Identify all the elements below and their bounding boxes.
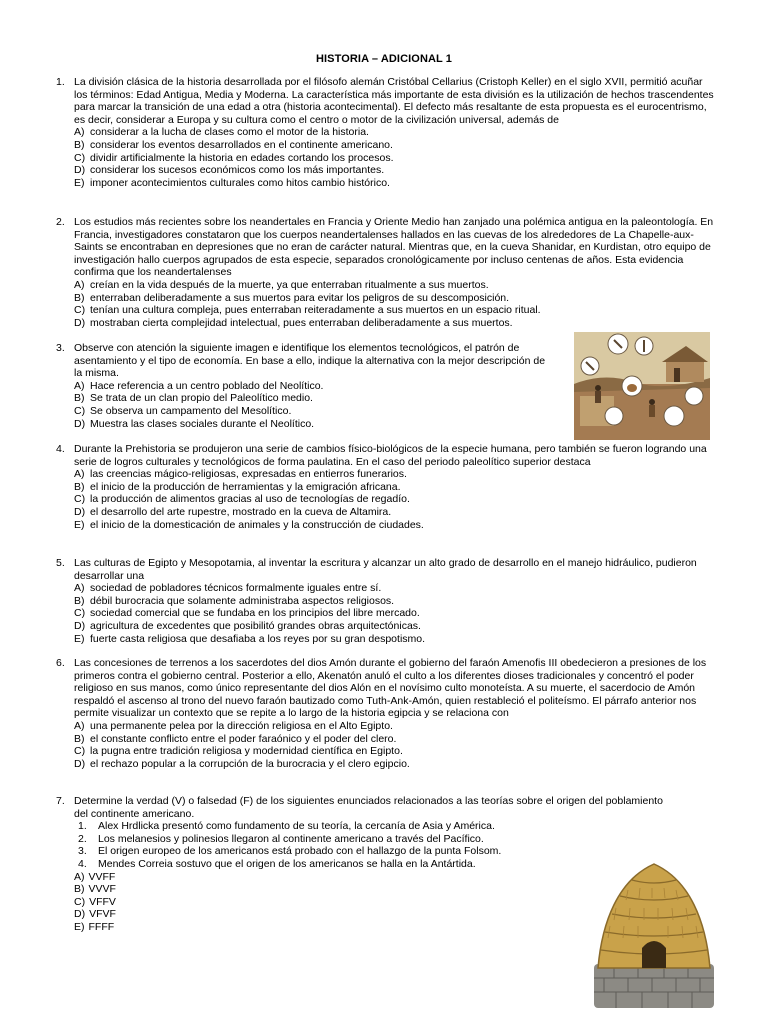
figure-head — [649, 399, 655, 405]
option-text: Se trata de un clan propio del Paleolítico medio. — [90, 392, 313, 405]
option-letter: D) — [74, 908, 86, 921]
question-7 — [56, 795, 676, 934]
statement-2 — [78, 833, 676, 846]
option-text: la producción de alimentos gracias al uso de tecnologías de regadío. — [90, 493, 410, 506]
option-letter: C) — [74, 304, 86, 317]
option-b — [74, 733, 714, 746]
question-2 — [56, 216, 714, 329]
option-a — [74, 871, 676, 884]
option-letter: A) — [74, 468, 85, 481]
question-3 — [56, 342, 556, 430]
option-d — [74, 758, 714, 771]
option-text: creían en la vida después de la muerte, ya que enterraban ritualmente a sus muertos. — [90, 278, 489, 291]
question-text: Determine la verdad (V) o falsedad (F) de los siguientes enunciados relacionados a las teorías sobre el origen del poblamiento del continente americano. — [74, 795, 663, 820]
hut-door — [674, 368, 680, 382]
question-number: 7. — [56, 795, 65, 807]
option-a — [74, 720, 714, 733]
option-letter: C) — [74, 404, 86, 417]
option-letter: D) — [74, 619, 86, 632]
option-letter: D) — [74, 505, 86, 518]
question-6 — [56, 657, 714, 770]
option-letter: B) — [74, 594, 85, 607]
option-letter: D) — [74, 417, 86, 430]
option-e — [74, 519, 714, 532]
option-letter: B) — [74, 883, 85, 896]
option-text: enterraban deliberadamente a sus muertos para evitar los peligros de su descomposición. — [90, 291, 510, 304]
option-text: el inicio de la producción de herramientas y la emigración africana. — [90, 480, 401, 493]
option-letter: B) — [74, 732, 85, 745]
question-number: 5. — [56, 557, 65, 569]
option-letter: C) — [74, 151, 86, 164]
figure-body — [595, 391, 601, 403]
option-letter: D) — [74, 316, 86, 329]
option-text: considerar los eventos desarrollados en el continente americano. — [90, 138, 393, 151]
option-d — [74, 506, 714, 519]
option-letter: D) — [74, 164, 86, 177]
option-b — [74, 292, 714, 305]
statement-text: Los melanesios y polinesios llegaron al continente americano a través del Pacífico. — [98, 832, 484, 845]
option-letter: E) — [74, 632, 85, 645]
option-d — [74, 164, 714, 177]
option-letter: B) — [74, 480, 85, 493]
option-text: la pugna entre tradición religiosa y modernidad científica en Egipto. — [90, 745, 403, 758]
statement-3 — [78, 845, 676, 858]
option-text: el rechazo popular a la corrupción de la burocracia y el clero egipcio. — [90, 757, 410, 770]
question-4 — [56, 443, 714, 531]
option-text: las creencias mágico-religiosas, expresadas en entierros funerarios. — [90, 468, 407, 481]
option-letter: A) — [74, 719, 85, 732]
option-list — [74, 380, 556, 430]
question-text: Las concesiones de terrenos a los sacerdotes del dios Amón durante el gobierno del faraón Amenofis III obedecieron a presiones de los primeros contra el gobierno central. Posterior a ello, Akenatón anuló el culto a los diferentes dioses tradicionales y concentró el poder religioso en sus manos, como único representante del dios Alón en el novísimo culto monoteísta. A su muerte, el sacerdocio de Amón respaldó el ascenso al trono del nuevo faraón bautizado como Tuth-Ank-Amón, quien restableció el politeísmo. El párrafo anterior nos permite visualizar un contexto que se repite a lo largo de la historia egipcia y se relaciona con — [74, 657, 707, 720]
option-letter: D) — [74, 757, 86, 770]
option-b — [74, 392, 556, 405]
option-letter: C) — [74, 493, 86, 506]
option-b — [74, 595, 714, 608]
option-c — [74, 493, 714, 506]
option-text: Hace referencia a un centro poblado del Neolítico. — [90, 379, 324, 392]
option-letter: A) — [74, 126, 85, 139]
straw-hut-illustration — [588, 860, 720, 1012]
option-d — [74, 418, 556, 431]
option-list — [74, 582, 714, 645]
option-a — [74, 468, 714, 481]
hut-wall — [666, 362, 704, 382]
hut-doorway — [642, 941, 666, 968]
tool-inset-5 — [685, 387, 703, 405]
statement-number: 2. — [78, 832, 87, 845]
option-text: una permanente pelea por la dirección religiosa en el Alto Egipto. — [90, 719, 393, 732]
option-d — [74, 620, 714, 633]
option-text: débil burocracia que solamente administraba aspectos religiosos. — [90, 594, 395, 607]
option-c — [74, 896, 676, 909]
question-number: 1. — [56, 76, 65, 88]
option-text: sociedad de pobladores técnicos formalmente iguales entre sí. — [90, 582, 382, 595]
option-letter: A) — [74, 379, 85, 392]
question-text: La división clásica de la historia desarrollada por el filósofo alemán Cristóbal Cellarius (Cristoph Keller) en el siglo XVII, permitió acuñar los términos: Edad Antigua, Media y Moderna. La característica más importante de esta división es la utilización de hechos trascendentes para marcar la transición de una edad a otra (historia acontecimental). El defecto más resaltante de esta propuesta es el eurocentrismo, es decir, considerar a Europa y su cultura como el centro o motor de la civilización universal, además de — [74, 76, 714, 126]
question-1 — [56, 76, 714, 189]
question-text: Durante la Prehistoria se produjeron una serie de cambios físico-biológicos de la especie humana, pero también se fueron logrando una serie de logros culturales y tecnológicos de forma paulatina. En el caso del periodo paleolítico superior destaca — [74, 443, 707, 468]
option-c — [74, 745, 714, 758]
option-list — [74, 279, 714, 329]
option-b — [74, 481, 714, 494]
option-letter: E) — [74, 176, 85, 189]
statement-number: 1. — [78, 820, 87, 833]
figure-head — [595, 385, 601, 391]
question-text: Observe con atención la siguiente imagen e identifique los elementos tecnológicos, el patrón de asentamiento y el tipo de economía. En base a ello, indique la alternativa con la mejor descripción de la misma. — [74, 342, 546, 380]
option-a — [74, 279, 714, 292]
option-letter: C) — [74, 745, 86, 758]
stone-base — [594, 964, 714, 1008]
neolithic-scene-illustration — [574, 332, 710, 440]
option-text: el constante conflicto entre el poder faraónico y el poder del clero. — [90, 732, 397, 745]
option-text: Se observa un campamento del Mesolítico. — [90, 404, 292, 417]
option-c — [74, 152, 714, 165]
option-e — [74, 633, 714, 646]
option-text: VFFV — [89, 895, 116, 908]
question-number: 3. — [56, 342, 65, 354]
option-text: sociedad comercial que se fundaba en los principios del libre mercado. — [90, 607, 420, 620]
option-d — [74, 908, 676, 921]
statement-text: El origen europeo de los americanos está probado con el hallazgo de la punta Folsom. — [98, 845, 502, 858]
option-text: considerar a la lucha de clases como el motor de la historia. — [90, 126, 369, 139]
option-list — [74, 720, 714, 770]
option-text: el inicio de la domesticación de animales y la construcción de ciudades. — [90, 518, 424, 531]
option-text: el desarrollo del arte rupestre, mostrado en la cueva de Altamira. — [90, 505, 392, 518]
option-c — [74, 304, 714, 317]
statement-list — [78, 820, 676, 870]
question-5 — [56, 557, 714, 645]
option-text: agricultura de excedentes que posibilitó grandes obras arquitectónicas. — [90, 619, 421, 632]
question-number: 4. — [56, 443, 65, 455]
statement-4 — [78, 858, 676, 871]
figure-body — [649, 405, 655, 417]
statement-text: Mendes Correia sostuvo que el origen de los americanos se halla en la Antártida. — [98, 857, 476, 870]
option-e — [74, 921, 676, 934]
option-letter: E) — [74, 920, 85, 933]
option-a — [74, 126, 714, 139]
option-a — [74, 380, 556, 393]
option-d — [74, 317, 714, 330]
option-list — [74, 126, 714, 189]
option-a — [74, 582, 714, 595]
grain-inset — [605, 407, 623, 425]
option-text: VVVF — [88, 883, 116, 896]
option-letter: C) — [74, 607, 86, 620]
option-letter: A) — [74, 278, 85, 291]
option-b — [74, 883, 676, 896]
option-c — [74, 405, 556, 418]
option-letter: B) — [74, 291, 85, 304]
option-text: tenían una cultura compleja, pues enterraban reiteradamente a sus muertos en un espacio ritual. — [90, 304, 541, 317]
option-text: fuerte casta religiosa que desafiaba a los reyes por su gran despotismo. — [90, 632, 426, 645]
option-letter: E) — [74, 518, 85, 531]
question-number: 2. — [56, 216, 65, 228]
statement-1 — [78, 820, 676, 833]
option-text: FFFF — [88, 920, 115, 933]
option-text: imponer acontecimientos culturales como hitos cambio histórico. — [90, 176, 390, 189]
option-b — [74, 139, 714, 152]
option-text: VVFF — [88, 870, 116, 883]
pot-shape — [627, 384, 637, 392]
question-text: Las culturas de Egipto y Mesopotamia, al inventar la escritura y alcanzar un alto grado de desarrollo en el manejo hidráulico, pudieron desarrollar una — [74, 557, 697, 582]
option-e — [74, 177, 714, 190]
option-list — [74, 871, 676, 934]
question-text: Los estudios más recientes sobre los neandertales en Francia y Oriente Medio han zanjado una polémica antigua en la paleontología. En Francia, investigadores constataron que los cuerpos neandertalenses hallados en las cuevas de los alrededores de La Chapelle-aux-Saints se encontraban en depresiones que no eran de carácter natural. Mientras que, en la cueva Shanidar, en Kurdistan, otro equipo de investigación hallo cuerpos agrupados de esta especie, separados cronológicamente por incluso centenas de años. Esta evidencia confirma que los neandertalenses — [74, 216, 714, 279]
option-letter: B) — [74, 138, 85, 151]
option-text: dividir artificialmente la historia en edades cortando los procesos. — [90, 151, 394, 164]
statement-number: 3. — [78, 845, 87, 858]
page-title: HISTORIA – ADICIONAL 1 — [315, 53, 453, 65]
option-letter: A) — [74, 870, 85, 883]
option-text: mostraban cierta complejidad intelectual, pues enterraban deliberadamente a sus muertos. — [90, 316, 513, 329]
option-c — [74, 607, 714, 620]
option-text: Muestra las clases sociales durante el Neolítico. — [90, 417, 315, 430]
question-number: 6. — [56, 657, 65, 669]
tool-inset-4 — [664, 406, 684, 426]
option-letter: A) — [74, 582, 85, 595]
option-text: VFVF — [89, 908, 116, 921]
option-letter: B) — [74, 392, 85, 405]
option-list — [74, 468, 714, 531]
option-letter: C) — [74, 895, 86, 908]
statement-text: Alex Hrdlicka presentó como fundamento de su teoría, la cercanía de Asia y América. — [98, 820, 495, 833]
option-text: considerar los sucesos económicos como los más importantes. — [90, 164, 385, 177]
statement-number: 4. — [78, 857, 87, 870]
